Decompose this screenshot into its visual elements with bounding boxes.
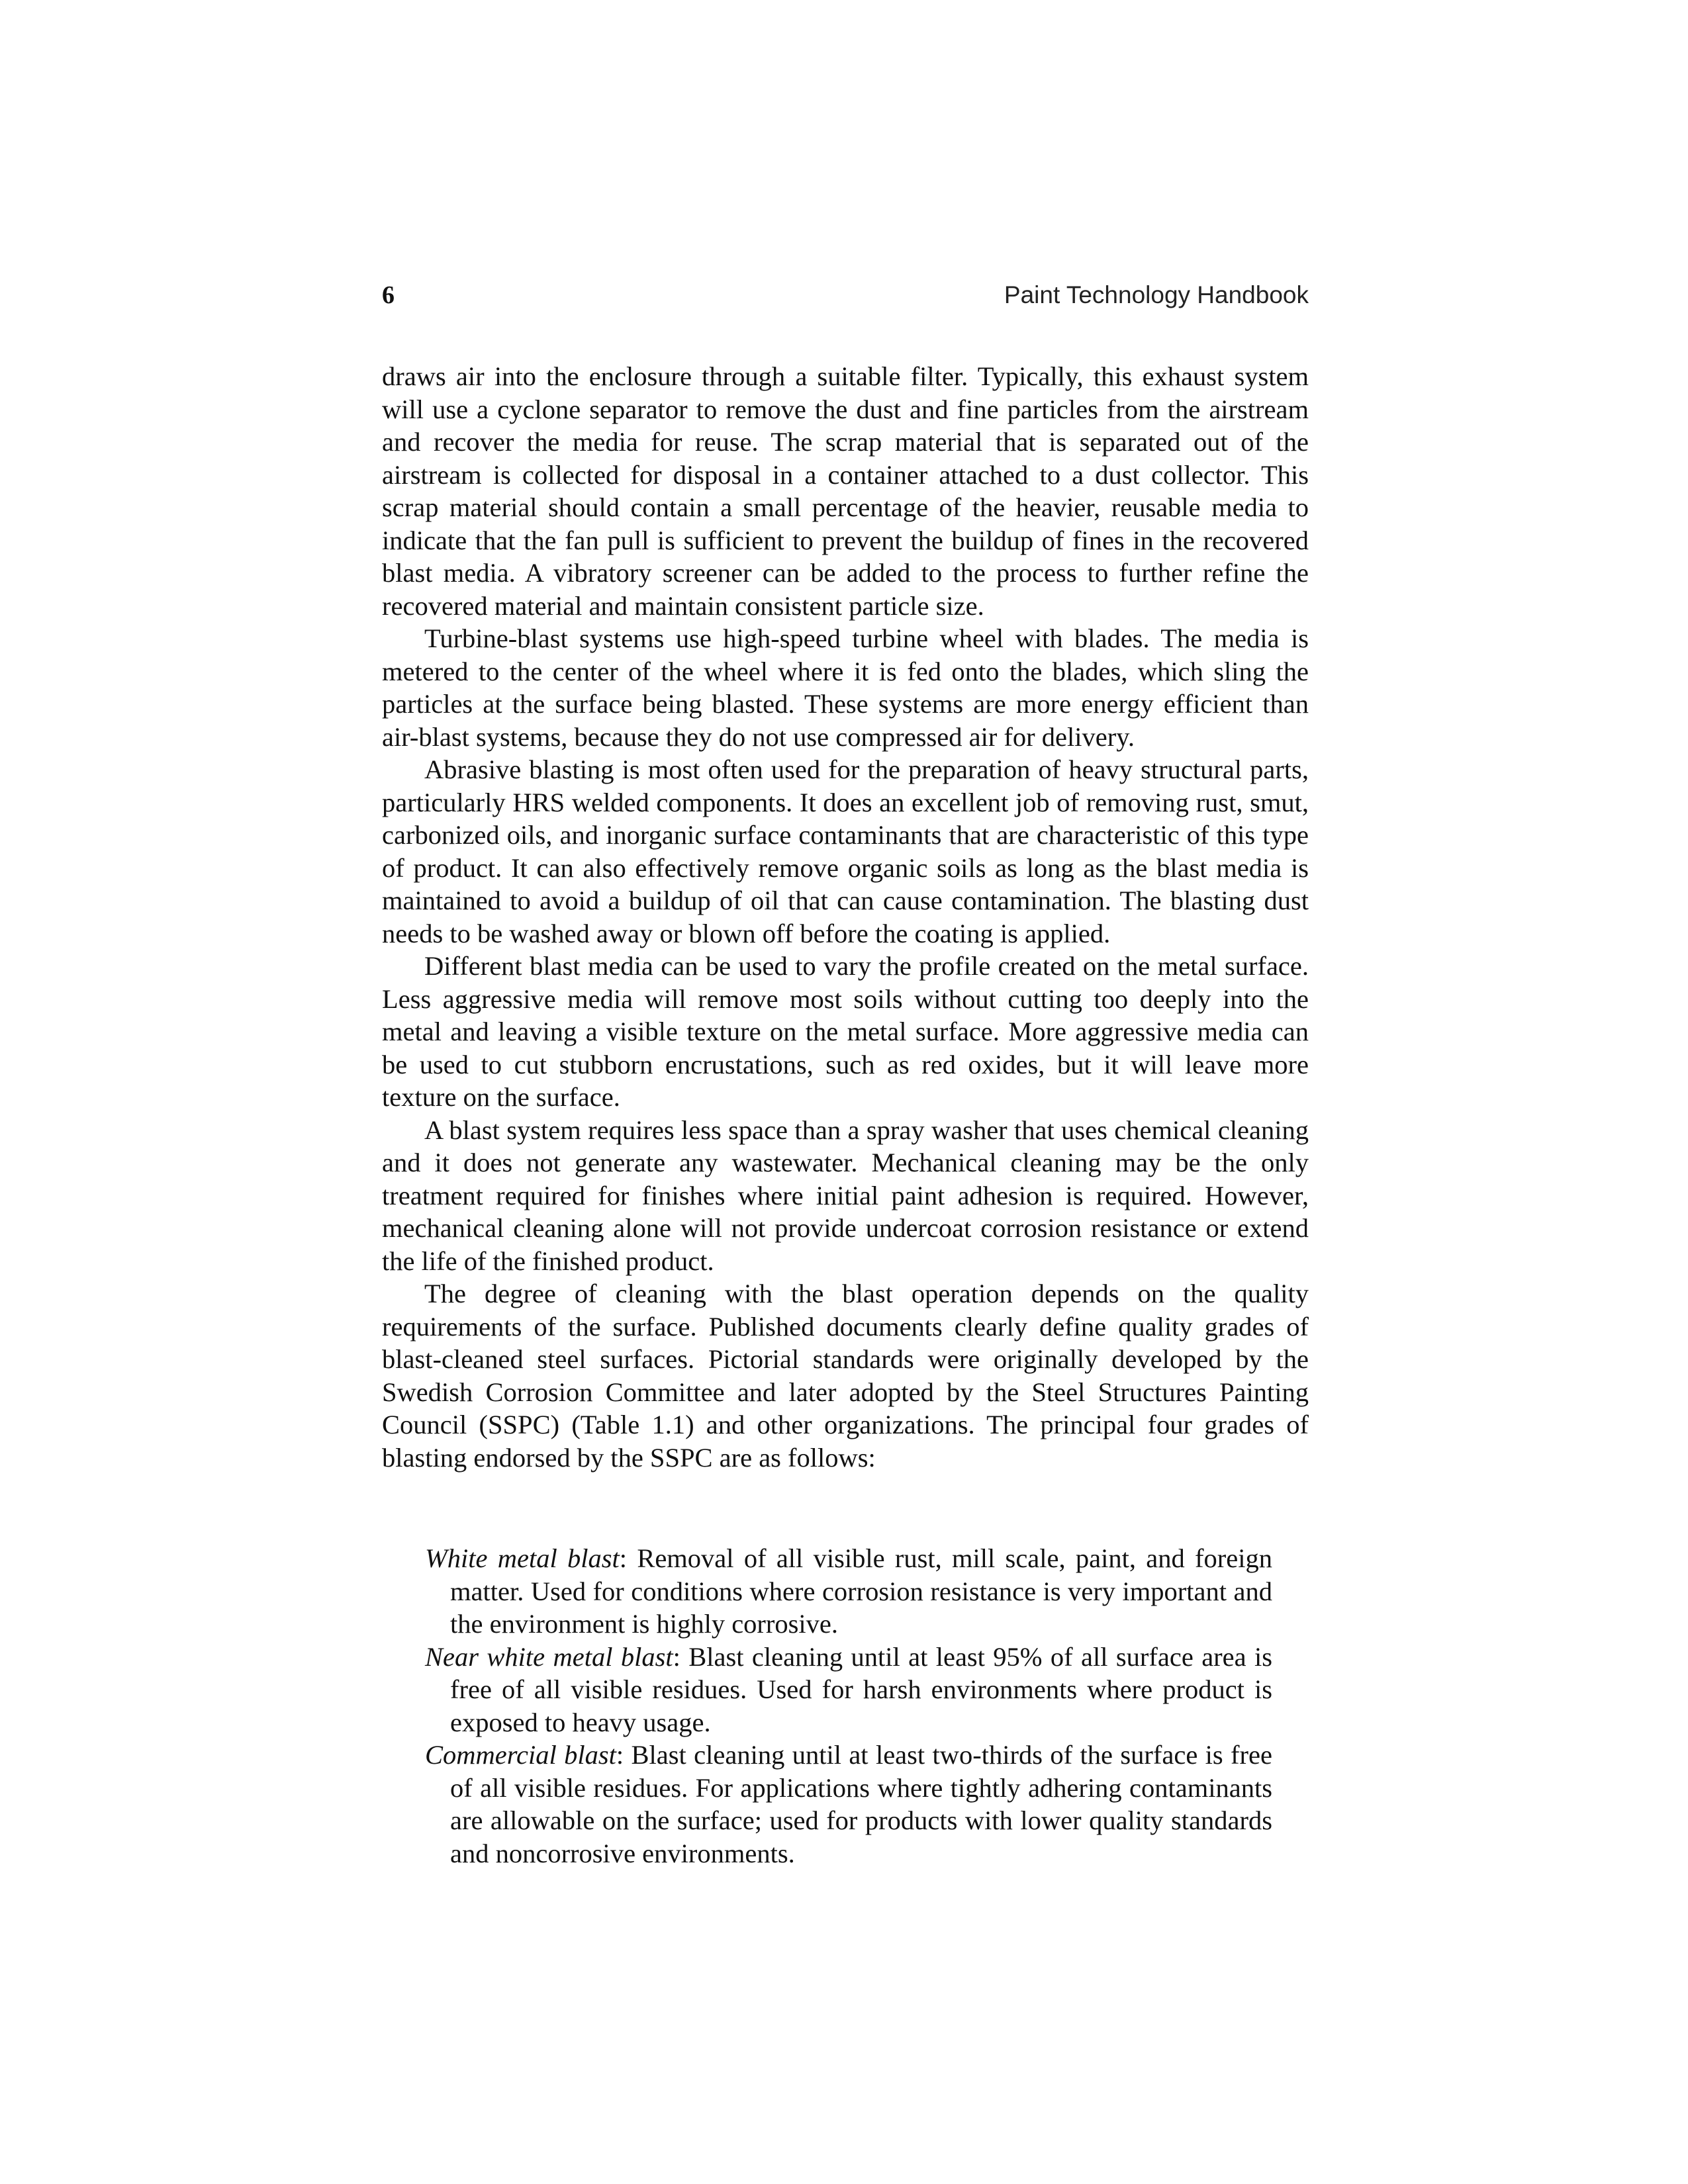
paragraph-turbine-blast: Turbine-blast systems use high-speed turbine wheel with blades. The media is metered to the center of the wheel where it is fed onto the blades, which sling the particles at the surface being blasted. These systems are more energy efficient than air-blast systems, because they do not use compressed air for delivery. [382,623,1309,752]
grade-description: : Removal of all visible rust, mill scale, paint, and foreign matter. Used for conditions where corrosion resistance is very important and the environment is highly corrosive. [450,1543,1272,1639]
running-head: Paint Technology Handbook [1004,281,1309,308]
paragraph-blast-system-space: A blast system requires less space than a spray washer that uses chemical cleaning and it does not generate any wastewater. Mechanical cleaning may be the only treatment required for finishes where initial paint adhesion is required. However, mechanical cleaning alone will not provide undercoat corrosion resistance or extend the life of the finished product. [382,1115,1309,1276]
grade-description: : Blast cleaning until at least 95% of all surface area is free of all visible residues. Used for harsh environments where product is exposed to heavy usage. [450,1641,1272,1737]
page-number: 6 [382,281,395,309]
body-text [382,360,1309,1474]
grade-term: White metal blast [425,1543,620,1573]
grade-term: Near white metal blast [425,1641,673,1672]
paragraph-degree-of-cleaning: The degree of cleaning with the blast operation depends on the quality requirements of the surface. Published documents clearly define quality grades of blast-cleaned steel surfaces. Pictorial standards were originally developed by the Swedish Corrosion Committee and later adopted by the Steel Structures Painting Council (SSPC) (Table 1.1) and other organizations. The principal four grades of blasting endorsed by the SSPC are as follows: [382,1279,1309,1473]
list-item [425,1641,1272,1739]
page-header [382,277,1309,314]
paragraph-blast-media: Different blast media can be used to vary the profile created on the metal surface. Less aggressive media will remove most soils without cutting too deeply into the metal and leaving a visible texture on the metal surface. More aggressive media can be used to cut stubborn encrustations, such as red oxides, but it will leave more texture on the surface. [382,951,1309,1112]
blast-grades-list [425,1542,1272,1870]
list-item [425,1542,1272,1641]
grade-description: : Blast cleaning until at least two-thirds of the surface is free of all visible residues. For applications where tightly adhering contaminants are allowable on the surface; used for products with lower quality standards and noncorrosive environments. [450,1740,1272,1868]
paragraph-exhaust-system: draws air into the enclosure through a suitable filter. Typically, this exhaust system will use a cyclone separator to remove the dust and fine particles from the airstream and recover the media for reuse. The scrap material that is separated out of the airstream is collected for disposal in a container attached to a dust collector. This scrap material should contain a small percentage of the heavier, reusable media to indicate that the fan pull is sufficient to prevent the buildup of fines in the recovered blast media. A vibratory screener can be added to the process to further refine the recovered material and maintain consistent particle size. [382,361,1309,621]
paragraph-abrasive-blasting: Abrasive blasting is most often used for the preparation of heavy structural parts, particularly HRS welded components. It does an excellent job of removing rust, smut, carbonized oils, and inorganic surface contaminants that are characteristic of this type of product. It can also effectively remove organic soils as long as the blast media is maintained to avoid a buildup of oil that can cause contamination. The blasting dust needs to be washed away or blown off before the coating is applied. [382,754,1309,948]
grade-term: Commercial blast [425,1740,616,1770]
list-item [425,1739,1272,1870]
